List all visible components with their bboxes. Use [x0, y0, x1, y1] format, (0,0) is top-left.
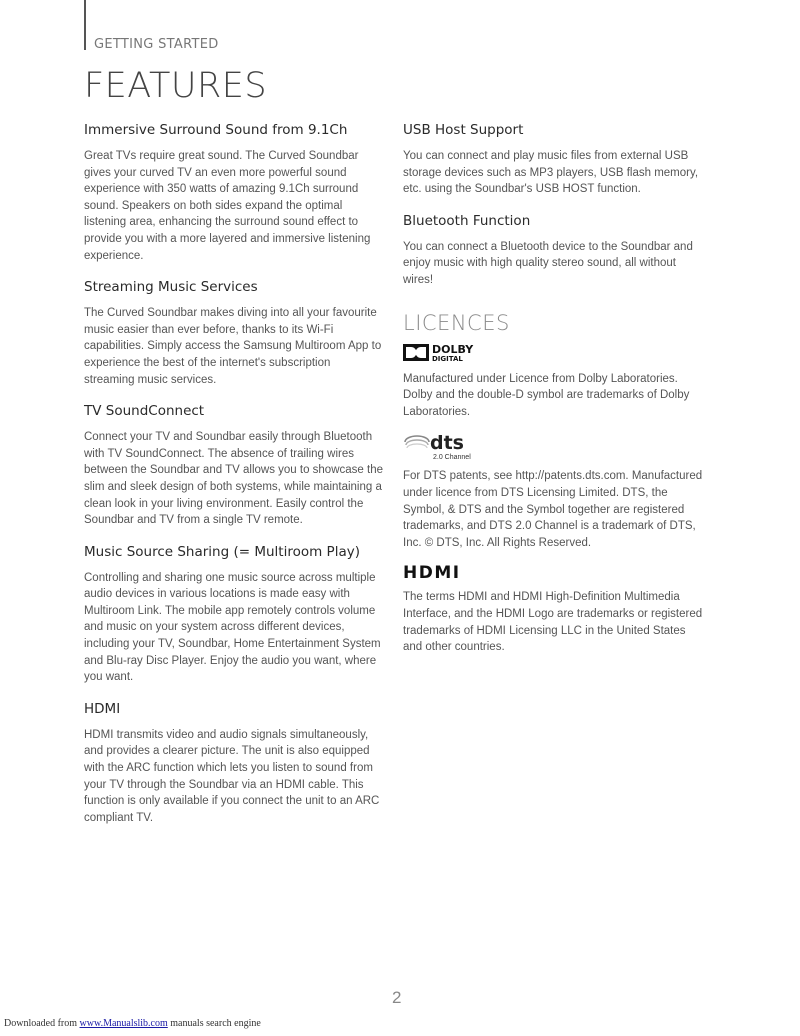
- feature-body: Connect your TV and Soundbar easily through Bluetooth with TV SoundConnect. The absence of trailing wires between the Soundbar and TV allows you to showcase the slim and sleek design of both systems, while maintaining a clean look in your living environment. Easily control the Soundbar and TV from a single TV remote.: [84, 431, 383, 527]
- feature-heading: TV SoundConnect: [84, 403, 205, 420]
- section-label: GETTING STARTED: [94, 37, 219, 52]
- licence-body: Manufactured under Licence from Dolby Laboratories. Dolby and the double-D symbol are trademarks of Dolby Laboratories.: [403, 372, 690, 418]
- licences-title: LICENCES: [403, 310, 510, 335]
- licence-dolby: [403, 341, 703, 421]
- feature-heading: Streaming Music Services: [84, 279, 258, 296]
- dolby-logo-text: DOLBY: [432, 342, 474, 356]
- feature-music-source-sharing: [84, 543, 384, 686]
- licence-body: The terms HDMI and HDMI High-Definition Multimedia Interface, and the HDMI Logo are trademarks or registered trademarks of HDMI Licensing LLC in the United States and other countries.: [403, 591, 703, 654]
- licence-dts: [403, 432, 703, 551]
- feature-heading: HDMI: [84, 700, 121, 717]
- feature-heading: Music Source Sharing (= Multiroom Play): [84, 543, 360, 560]
- dts-logo: [403, 432, 483, 460]
- footer-prefix: Downloaded from: [4, 1018, 80, 1029]
- footer-suffix: manuals search engine: [167, 1018, 261, 1029]
- feature-body: Controlling and sharing one music source across multiple audio devices in various locations is made easy with Multiroom Link. The mobile app remotely controls volume and music on your system across different devices, including your TV, Soundbar, Home Entertainment System and Blu-ray Disc Player. Enjoy the audio you want, where you want.: [84, 571, 381, 684]
- feature-bluetooth: [403, 212, 703, 289]
- header-rule: [84, 0, 86, 50]
- feature-hdmi: [84, 700, 384, 827]
- footer-link[interactable]: www.Manualslib.com: [79, 1018, 168, 1029]
- page-number: 2: [392, 988, 402, 1007]
- feature-body: The Curved Soundbar makes diving into all your favourite music easier than ever before, thanks to its Wi-Fi capabilities. Simply access the Samsung Multiroom App to experience the best of the internet's subscription streaming music services.: [84, 307, 382, 386]
- right-column: [403, 121, 703, 668]
- dolby-logo-subtext: DIGITAL: [432, 354, 463, 363]
- page-title: FEATURES: [84, 66, 268, 106]
- dts-logo-text: dts: [430, 432, 464, 455]
- licence-hdmi: [403, 563, 703, 655]
- dts-logo-subtext: 2.0 Channel: [433, 454, 471, 461]
- feature-body: You can connect a Bluetooth device to the Soundbar and enjoy music with high quality stereo sound, all without wires!: [403, 240, 693, 286]
- feature-body: HDMI transmits video and audio signals simultaneously, and provides a clearer picture. The unit is also equipped with the ARC function which lets you listen to sound from your TV through the Soundbar via an HDMI cable. This function is only available if you connect the unit to an ARC compliant TV.: [84, 728, 380, 824]
- feature-tv-soundconnect: [84, 402, 384, 529]
- dolby-logo: [403, 341, 483, 363]
- feature-surround-sound: [84, 121, 384, 264]
- footer: [4, 1018, 261, 1029]
- left-column: [84, 121, 384, 840]
- feature-body: Great TVs require great sound. The Curved Soundbar gives your curved TV an even more powerful sound experience with 350 watts of amazing 9.1Ch surround sound. Speakers on both sides expand the optimal listening area, enhancing the surround sound effect to provide you with a more layered and immersive listening experience.: [84, 150, 371, 262]
- licence-body: For DTS patents, see http://patents.dts.com. Manufactured under licence from DTS Licensing Limited. DTS, the Symbol, & DTS and the Symbol together are registered trademarks, and DTS 2.0 Channel is a trademark of DTS, Inc. © DTS, Inc. All Rights Reserved.: [403, 470, 703, 549]
- feature-heading: USB Host Support: [403, 122, 524, 138]
- feature-heading: Bluetooth Function: [403, 212, 531, 229]
- feature-usb-host: [403, 121, 703, 198]
- feature-body: You can connect and play music files from external USB storage devices such as MP3 players, USB flash memory, etc. using the Soundbar's USB HOST function.: [403, 150, 699, 196]
- hdmi-logo-text: HDMI: [403, 563, 461, 582]
- hdmi-logo: [403, 563, 483, 581]
- feature-streaming-music: [84, 278, 384, 388]
- feature-heading: Immersive Surround Sound from 9.1Ch: [84, 122, 348, 138]
